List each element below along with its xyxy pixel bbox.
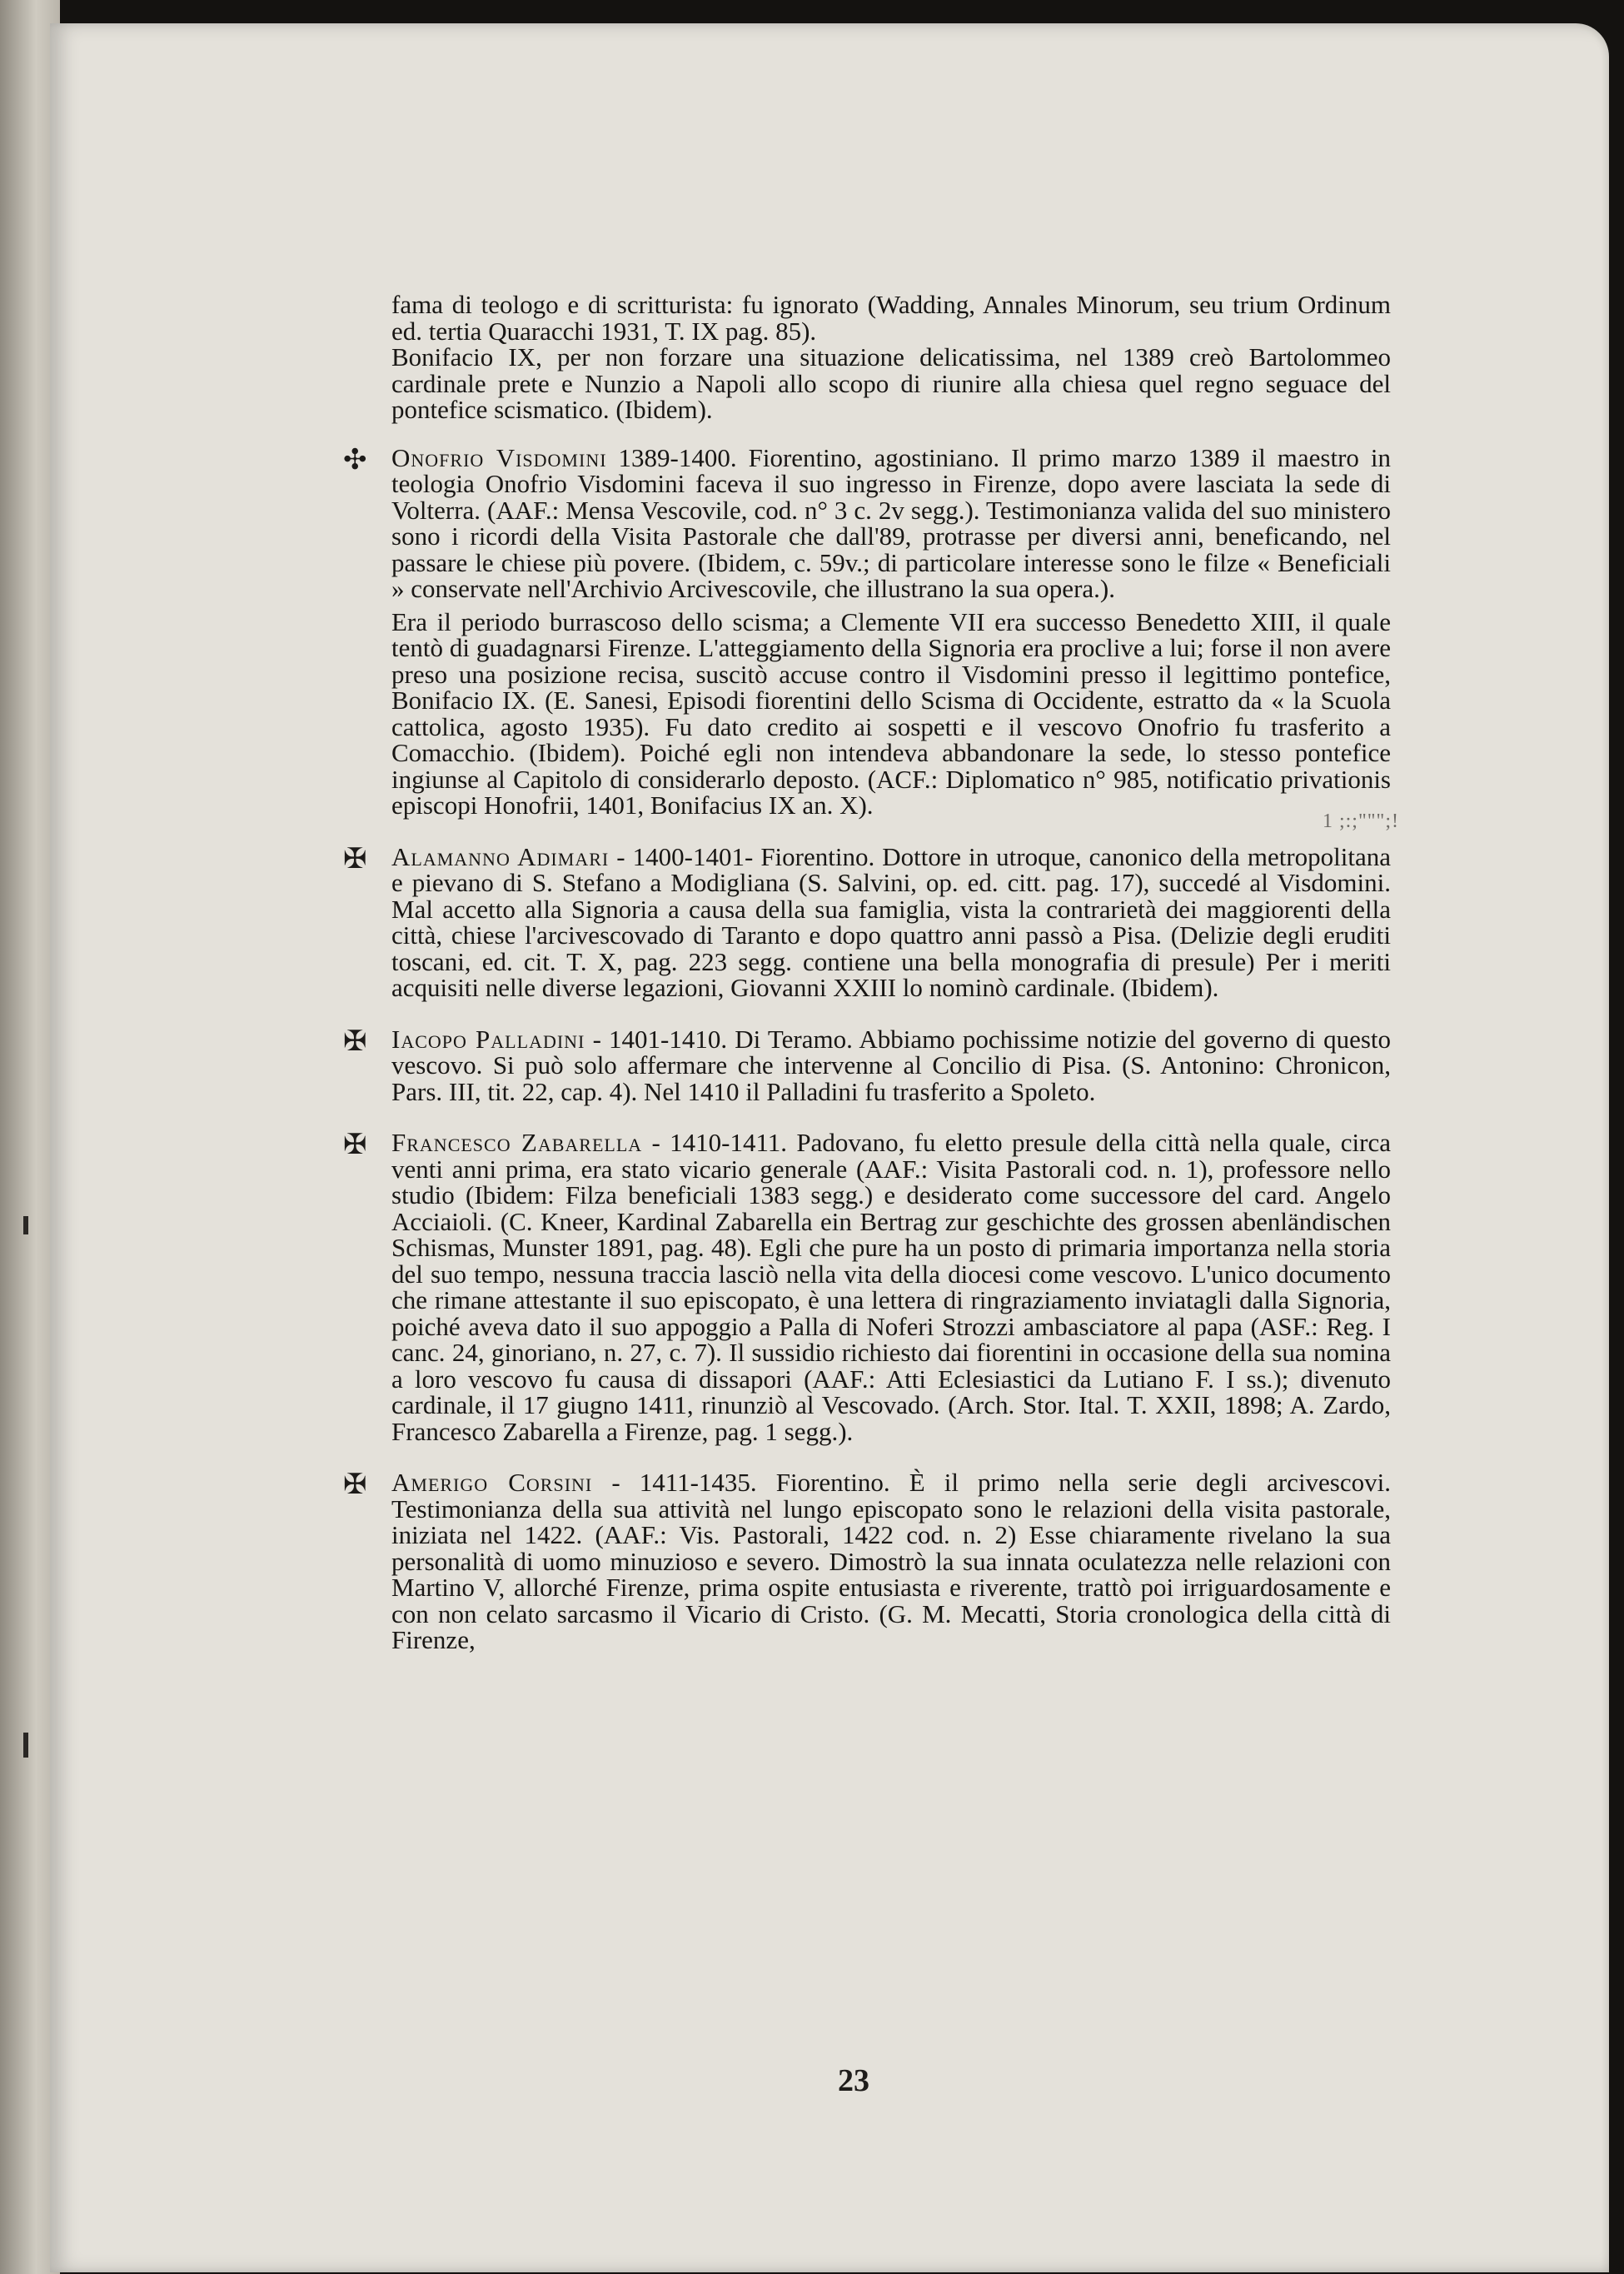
bishop-name: Onofrio Visdomini xyxy=(391,442,607,472)
bishop-name: Francesco Zabarella xyxy=(391,1128,643,1157)
cross-icon: ✠ xyxy=(343,843,367,875)
cross-icon: ✠ xyxy=(343,1130,367,1160)
entry-body: - 1411-1435. Fiorentino. È il primo nella serie degli arcivescovi. Testimonianza della sua attività nel lungo episcopato sono le relazioni della visita pastorale, iniziata nel 1422. (AAF.: Vis. Pastorali, 1422 cod. n. 2) Esse chiaramente rivelano la sua personalità di uomo minuzioso e severo. Dimostrò la sua innata oculatezza nelle relazioni con Martino V, allorché Firenze, prima ospite entusiasta e riverente, trattò poi irriguardosamente e con non celato sarcasmo il Vicario di Cristo. (G. M. Mecatti, Storia cronologica della città di Firenze, xyxy=(391,1468,1391,1654)
faint-stamp: 1 ;:;""";! xyxy=(1322,810,1399,832)
cross-icon: ✠ xyxy=(343,1469,367,1500)
bishop-entry-zabarella xyxy=(343,1128,1391,1446)
entry-body: 1389-1400. Fiorentino, agostiniano. Il primo marzo 1389 il maestro in teologia Onofrio Visdomini faceva il suo ingresso in Firenze, dopo avere lasciata la sede di Volterra. (AAF.: Mensa Vescovile, cod. n° 3 c. 2v segg.). Testimonianza valida del suo ministero sono i ricordi della Visita Pastorale che dall'89, protrasse per diversi anni, beneficando, nel passare le chiese più povere. (Ibidem, c. 59v.; di particolare interesse sono le filze « Beneficiali » conservate nell'Archivio Arcivescovile, che illustrano la sua opera.). xyxy=(391,442,1391,603)
entry-body: - 1401-1410. Di Teramo. Abbiamo pochissime notizie del governo di questo vescovo. Si può solo affermare che intervenne al Concilio di Pisa. (S. Antonino: Chronicon, Pars. III, tit. 22, cap. 4). Nel 1410 il Palladini fu trasferito a Spoleto. xyxy=(391,1024,1392,1106)
book-page xyxy=(50,23,1609,2272)
entry-text xyxy=(391,1130,1391,1444)
entry-text xyxy=(391,442,1391,603)
entry-body: - 1410-1411. Padovano, fu eletto presule della città nella quale, circa venti anni prima, era stato vicario generale (AAF.: Visita Pastorali cod. n. 1), professore nello studio (Ibidem: Filza beneficiali 1383 segg.) e desiderato come successore del card. Angelo Acciaioli. (C. Kneer, Kardinal Zabarella ein Bertrag zur geschichte des grossen abenländischen Schismas, Munster 1891, pag. 48). Egli che pure ha un posto di primaria importanza nella storia del suo tempo, nessuna traccia lasciò nella vita della diocesi come vescovo. L'unico documento che rimane attestante il suo episcopato, è una lettera di ringraziamento inviatagli dalla Signoria, poiché aveva dato il suo appoggio a Palla di Noferi Strozzi ambasciatore al papa (ASF.: Reg. I canc. 24, ginoriano, n. 27, c. 7). Il sussidio richiesto dai fiorentini in occasione della sua nomina a loro vescovo fu causa di dissapori (AAF.: Atti Eclesiastici da Lutiano F. I ss.); divenuto cardinale, il 17 giugno 1411, rinunziò al Vescovado. (Arch. Stor. Ital. T. XXII, 1898; A. Zardo, Francesco Zabarella a Firenze, pag. 1 segg.). xyxy=(391,1128,1391,1446)
bishop-entry-visdomini xyxy=(343,442,1399,832)
intro-paragraph: fama di teologo e di scritturista: fu ignorato (Wadding, Annales Minorum, seu trium Ordinum ed. tertia Quaracchi 1931, T. IX pag. 85). xyxy=(391,290,1391,346)
entry-text xyxy=(391,1469,1391,1653)
bishop-entry-corsini xyxy=(343,1468,1391,1654)
bishop-name: Alamanno Adimari xyxy=(391,841,610,871)
bishop-entry-palladini xyxy=(343,1024,1392,1106)
bishop-name: Amerigo Corsini xyxy=(391,1468,593,1497)
bishop-name: Iacopo Palladini xyxy=(391,1024,585,1054)
page-number: 23 xyxy=(838,2063,869,2098)
intro-paragraph: Bonifacio IX, per non forzare una situazione delicatissima, nel 1389 creò Bartolommeo cardinale prete e Nunzio a Napoli allo scopo di riunire alla chiesa quel regno seguace del pontefice scismatico. (Ibidem). xyxy=(391,342,1391,424)
cross-icon: ✣ xyxy=(343,444,367,476)
page-body xyxy=(343,290,1399,1654)
bishop-entry-adimari xyxy=(343,841,1392,1002)
binding-mark xyxy=(23,1216,28,1234)
entry-text xyxy=(391,1026,1391,1105)
entry-body: - 1400-1401- Fiorentino. Dottore in utroque, canonico della metropolitana e pievano di S. Stefano a Modigliana (S. Salvini, op. ed. citt. pag. 17), succedé al Visdomini. Mal accetto alla Signoria a causa della sua famiglia, vista la contrarietà dei maggiorenti della città, chiese l'arcivescovado di Taranto e dopo quattro anni passò a Pisa. (Delizie degli eruditi toscani, ed. cit. T. X, pag. 223 segg. contiene una bella monografia di presule) Per i meriti acquisiti nelle diverse legazioni, Giovanni XXIII lo nominò cardinale. (Ibidem). xyxy=(391,841,1392,1002)
entry-continuation: Era il periodo burrascoso dello scisma; a Clemente VII era successo Benedetto XIII, il quale tentò di guadagnarsi Firenze. L'atteggiamento della Signoria era proclive a lui; forse il non avere preso una posizione recisa, suscitò accuse contro il Visdomini presso il legittimo pontefice, Bonifacio IX. (E. Sanesi, Episodi fiorentini dello Scisma di Occidente, estratto da « la Scuola cattolica, agosto 1935). Fu dato credito ai sospetti e il vescovo Onofrio fu trasferito a Comacchio. (Ibidem). Poiché egli non intendeva abbandonare la sede, lo stesso pontefice ingiunse al Capitolo di considerarlo deposto. (ACF.: Diplomatico n° 985, notificatio privationis episcopi Honofrii, 1401, Bonifacius IX an. X). xyxy=(391,606,1391,820)
entry-text xyxy=(391,841,1392,1002)
cross-icon: ✠ xyxy=(343,1025,367,1057)
binding-mark xyxy=(23,1733,28,1758)
